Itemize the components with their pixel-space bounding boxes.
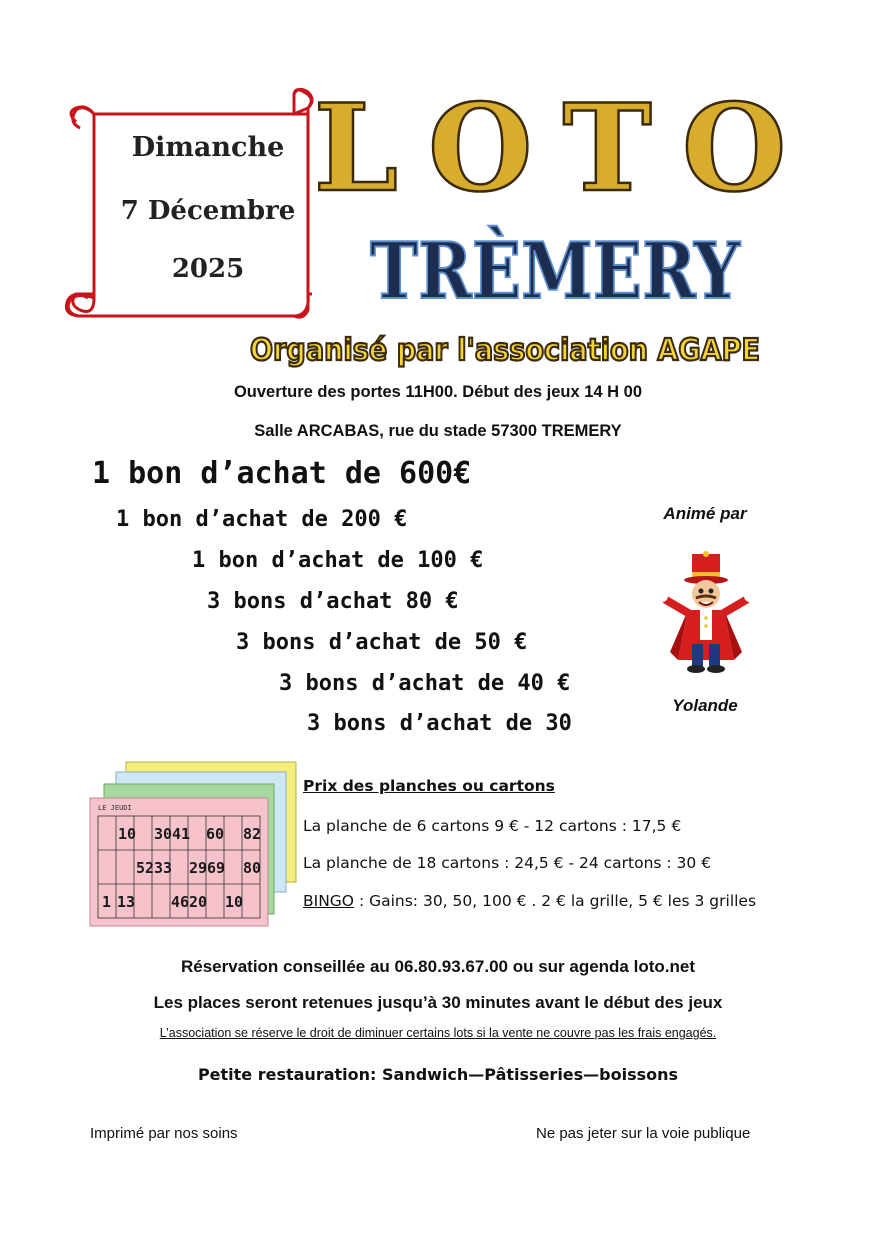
card-number: 41 <box>172 825 191 843</box>
title-city <box>355 210 817 320</box>
retention-info: Les places seront retenues jusqu’à 30 minutes avant le début des jeux <box>153 993 723 1012</box>
card-number: 10 <box>225 893 244 911</box>
card-number: 46 <box>171 893 190 911</box>
prize-item: 1 bon d’achat de 600€ <box>92 456 472 491</box>
venue-address: Salle ARCABAS, rue du stade 57300 TREMERY <box>254 422 622 440</box>
card-number: 69 <box>207 859 226 877</box>
prize-item: 3 bons d’achat de 40 € <box>279 671 571 696</box>
card-number: 1 <box>102 893 112 911</box>
prize-item: 3 bons d’achat de 50 € <box>236 630 528 655</box>
prize-item: 1 bon d’achat de 100 € <box>192 548 484 573</box>
disclaimer: L’association se réserve le droit de diminuer certains lots si la vente ne couvre pas les frais engagés. <box>159 1026 717 1040</box>
card-number: 82 <box>243 825 262 843</box>
date-year: 2025 <box>171 254 245 284</box>
card-header: LE JEUDI <box>98 804 132 812</box>
card-number: 10 <box>118 825 137 843</box>
bingo-text: : Gains: 30, 50, 100 € . 2 € la grille, 5 € les 3 grilles <box>354 892 757 910</box>
footer-do-not-litter: Ne pas jeter sur la voie publique <box>536 1125 751 1142</box>
opening-hours: Ouverture des portes 11H00. Début des jeux 14 H 00 <box>233 383 643 401</box>
pricing-title: Prix des planches ou cartons <box>303 777 555 795</box>
card-number: 52 <box>136 859 155 877</box>
title-city-text: TRÈMERY <box>370 226 817 317</box>
prize-item: 1 bon d’achat de 200 € <box>116 507 408 532</box>
prize-item: 3 bons d’achat de 30 <box>307 711 572 736</box>
card-number: 60 <box>206 825 225 843</box>
reservation-info: Réservation conseillée au 06.80.93.67.00 ou sur agenda loto.net <box>181 957 695 976</box>
host-name: Yolande <box>672 696 738 715</box>
bingo-label: BINGO <box>303 892 355 910</box>
title-loto-text: LOTO <box>313 78 817 219</box>
card-number: 33 <box>154 859 173 877</box>
animated-by-label: Animé par <box>663 504 747 523</box>
pricing-bingo <box>303 892 756 910</box>
ringmaster-icon <box>652 548 760 676</box>
date-day-month: 7 Décembre <box>120 196 296 226</box>
title-loto <box>313 78 817 219</box>
organiser-banner <box>240 318 770 378</box>
loto-cards-icon <box>86 760 302 936</box>
card-number: 29 <box>189 859 208 877</box>
catering-info: Petite restauration: Sandwich—Pâtisseries—boissons <box>197 1065 679 1084</box>
card-number: 20 <box>189 893 208 911</box>
organiser-text: Organisé par l'association AGAPE <box>250 333 760 368</box>
pricing-line: La planche de 6 cartons 9 € - 12 cartons : 17,5 € <box>303 817 682 835</box>
date-day: Dimanche <box>131 132 285 163</box>
pricing-line: La planche de 18 cartons : 24,5 € - 24 cartons : 30 € <box>303 854 712 872</box>
card-number: 30 <box>154 825 173 843</box>
footer-printed-by: Imprimé par nos soins <box>90 1125 238 1142</box>
card-number: 13 <box>117 893 136 911</box>
card-number: 80 <box>243 859 262 877</box>
prize-item: 3 bons d’achat 80 € <box>207 589 459 614</box>
